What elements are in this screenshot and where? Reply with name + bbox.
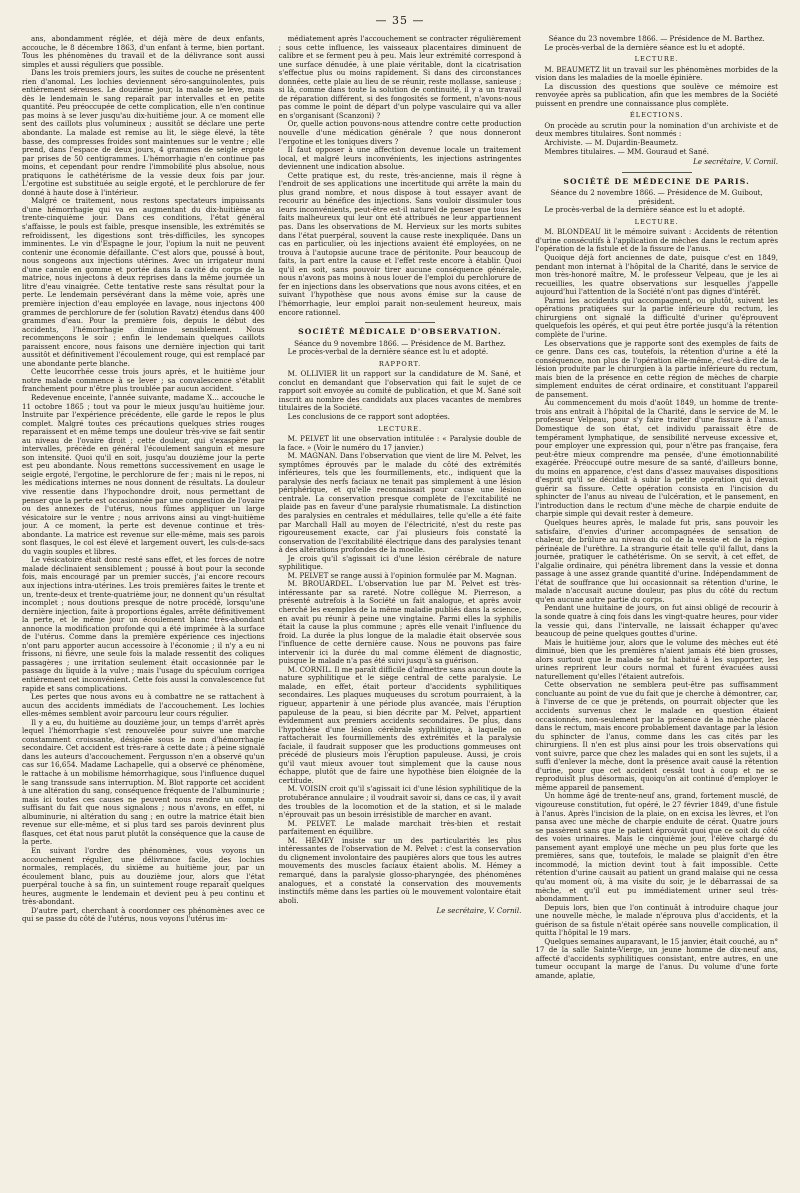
column-1 (22, 35, 265, 1185)
paragraph: Les observations que je rapporte sont des exemples de faits de ce genre. Dans ces cas, toutefois, la rétention d'urine a été la conséquence, non plus de l'opération elle-même, c'est-à-dire de la lésion produite par le chirurgien à la partie inférieure du rectum, mais bien de la présence en cette région de mèches de charpie simplement enduites de cérat ordinaire, et constituant l'appareil de pansement. (535, 338, 779, 399)
elections-heading: ÉLECTIONS. (629, 111, 684, 120)
paragraph: M. PELVET se range aussi à l'opinion formulée par M. Magnan. (287, 570, 517, 580)
paragraph: M. BLONDEAU lit le mémoire suivant : Accidents de rétention d'urine consécutifs à l'application de mèches dans le rectum après l'opération de la fistule et de la fissure de l'anus. (535, 227, 779, 254)
column-2 (279, 35, 522, 1185)
paragraph: M. VOISIN croit qu'il s'agissait ici d'une lésion syphilitique de la protubérance annulaire ; il voudrait savoir si, dans ce cas, il y avait des troubles de la locomotion et de la station, et si le malade n'éprouvait pas un besoin irrésistible de marcher en avant. (278, 784, 522, 820)
rapport-heading: RAPPORT. (378, 359, 422, 368)
paragraph: Mais le huitième jour, alors que le volume des mèches eut été diminué, bien que les premières n'aient jamais été bien grosses, alors surtout que le malade se fut habitué à les supporter, les urines reprirent leur cours normal et furent évacuées aussi naturellement qu'elles l'étaient autrefois. (535, 637, 779, 681)
paragraph: Dans les trois premiers jours, les suites de couche ne présentent rien d'anomal. Les lochies deviennent séro-sanguinolentes, puis entièrement séreuses. Le douzième jour, la malade se lève, mais dès le lendemain le sang reparaît par intervalles et en petite quantité. Peu préoccupée de cette complication, elle n'en continue pas moins à se lever jusqu'au dix-huitième jour. A ce moment elle sent des caillots plus volumineux ; aussitôt se déclare une perte abondante. La malade est remise au lit, le siège élevé, la tête basse, des compresses froides sont maintenues sur le ventre ; elle prend, dans l'espace de deux jours, 4 grammes de seigle ergoté par prises de 50 centigrammes. L'hémorrhagie n'en continue pas moins, et cependant pour rendre l'immobilité plus absolue, nous pratiquons le cathétérisme de la vessie deux fois par jour. L'ergotine est substituée au seigle ergoté, et le perchlorure de fer donné à haute dose à l'intérieur. (22, 68, 265, 197)
paragraph: Cette leucorrhée cesse trois jours après, et le huitième jour notre malade commence à se lever ; sa convalescence s'établit franchement pour n'être plus troublée par aucun accident. (22, 367, 265, 394)
paragraph: Parmi les accidents qui accompagnent, ou plutôt, suivent les opérations pratiquées sur la partie inférieure du rectum, les chirurgiens ont signalé la difficulté d'uriner qu'éprouvent quelquefois les opérés, et qui peut être portée jusqu'à la rétention complète de l'urine. (535, 295, 779, 339)
minutes-line: Le procès-verbal de la dernière séance est lu et adopté. (287, 347, 489, 357)
society-title: SOCIÉTÉ DE MÉDECINE DE PARIS. (563, 176, 751, 186)
paragraph: M. MAGNAN. Dans l'observation que vient de lire M. Pelvet, les symptômes éprouvés par le malade du côté des extrémités inférieures, tels que les fourmillements, etc., indiquent que la paralysie des nerfs faciaux ne tenait pas simplement à une lésion périphérique, et qu'elle reconnaissait pour cause une lésion centrale. La conservation presque complète de l'excitabilité ne plaide pas en faveur d'une paralysie rhumatismale. La distinction des paralysies en centrales et médullaires, telle qu'elle a été faite par Marchall Hall au moyen de l'électricité, n'est du reste pas rigoureusement exacte, car j'ai plusieurs fois constaté la conservation de l'excitabilité électrique dans des paralysies tenant à des altérations profondes de la moelle. (278, 451, 522, 555)
paragraph: Archiviste. — M. Dujardin-Beaumetz. (544, 138, 679, 148)
paragraph: Malgré ce traitement, nous restons spectateurs impuissants d'une hémorrhagie qui va en augmentant du dix-huitième au trente-cinquième jour. Dans ces conditions, l'état général s'affaisse, le pouls est faible, presque insensible, les extrémités se refroidissent, les digestions sont très-difficiles, les syncopes imminentes. Le vin d'Espagne le jour, l'opium la nuit ne peuvent contenir une économie défaillante. C'est alors que, poussé à bout, nous songeons aux injections utérines. Avec un irrigateur muni d'une canule en gomme et portée dans la cavité du corps de la matrice, nous injectons à deux reprises dans la même journée un litre d'eau vinaigrée. Cette tentative reste sans résultat pour la perte. Le lendemain persévérant dans la même voie, après une première injection d'eau employée en lavage, nous injectons 400 grammes de perchlorure de fer (solution Ravatz) étendus dans 400 grammes d'eau. Pour la première fois, depuis le début des accidents, l'hémorrhagie diminue sensiblement. Nous recommençons le soir ; enfin le lendemain quelques caillots paraissent encore, nous faisons une dernière injection qui tarit aussitôt et définitivement l'écoulement rouge, qui est remplacé par une abondante perte blanche. (22, 196, 265, 368)
meeting-line: Séance du 2 novembre 1866. — Présidence de M. Guibout, président. (550, 188, 763, 206)
paragraph: Quelques semaines auparavant, le 15 janvier, était couché, au n° 17 de la salle Sainte-Vierge, un jeune homme de dix-neuf ans, affecté d'accidents syphilitiques consistant, entre autres, en une tumeur occupant la marge de l'anus. Du volume d'une forte amande, aplatie, (535, 936, 779, 980)
paragraph: médiatement après l'accouchement se contracter régulièrement ; sous cette influence, les vaisseaux placentaires diminuent de calibre et se ferment peu à peu. Mais leur extrémité correspond à une surface dénudée, à une plaie véritable, dont la cicatrisation s'effectue plus ou moins rapidement. Si dans des circonstances données, cette plaie au lieu de se réunir, reste mollasse, sanieuse ; si là, comme dans toute la solution de continuité, il y a un travail de réparation différent, si des fongosités se forment, n'avons-nous pas comme le point de départ d'un polype vasculaire qui va aller en s'organisant (Scanzoni) ? (278, 35, 522, 120)
meeting-line: Séance du 9 novembre 1866. — Présidence de M. Barthez. (294, 338, 506, 348)
paragraph: Cette pratique est, du reste, très-ancienne, mais il règne à l'endroit de ses applications une incertitude qui arrête la main du plus grand nombre, et nous dispose à tout essayer avant de recourir au bénéfice des injections. Sans vouloir dissimuler tous leurs inconvénients, peut-être est-il naturel de penser que tous les faits malheureux qui leur ont été attribués ne leur appartiennent pas. Dans les observations de M. Hervieux sur les morts subites dans l'état puerpéral, souvent la cause reste inexpliquée. Dans un cas en particulier, où les injections avaient été employées, on ne trouva à l'autopsie aucune trace de péritonite. Pour beaucoup de faits, la part entre la cause et l'effet reste encore à établir. Quoi qu'il en soit, sans pouvoir tirer aucune conséquence générale, nous n'avons pas moins à nous louer de l'emploi du perchlorure de fer en injections dans les observations que nous avons citées, et en suivant l'hypothèse que nous avons émise sur la cause de l'hémorrhagie, leur emploi parait non-seulement heureux, mais encore rationnel. (278, 170, 522, 317)
paragraph: M. BROUARDEL. L'observation lue par M. Pelvet est très-intéressante par sa rareté. Notre collègue M. Pierreson, a présenté autrefois à la Société un fait analogue, et après avoir cherché les exemples de la même maladie publiés dans la science, en avait pu réunir à peine une vingtaine. Parmi elles la syphilis était la cause la plus commune ; après elle venait l'influence du froid. La durée la plus longue de la maladie était observée sous l'influence de cette dernière cause. Nous ne pouvons pas faire intervenir ici la durée du mal comme élément de diagnostic, puisque le malade n'a pas été suivi jusqu'à sa guérison. (278, 579, 522, 666)
paragraph: Il faut opposer à une affection devenue locale un traitement local, et malgré leurs inconvénients, les injections astringentes deviennent une indication absolue. (278, 145, 522, 172)
paragraph: M. OLLIVIER lit un rapport sur la candidature de M. Sané, et conclut en demandant que l'observation qui fait le sujet de ce rapport soit envoyée au comité de publication, et que M. Sané soit inscrit au nombre des candidats aux places vacantes de membres titulaires de la Société. (278, 369, 522, 413)
paragraph: Cette observation ne semblera peut-être pas suffisamment concluante au point de vue du fait que je cherche à démontrer, car, à l'inverse de ce que je prétends, on pourrait objecter que les accidents survenus chez le malade en question étaient occasionnés, non-seulement par la présence de la mèche placée dans le rectum, mais encore probablement davantage par la lésion du sphincter de l'anus, comme dans les cas cités par les chirurgiens. Il n'en est plus ainsi pour les trois observations qui vont suivre, parce que chez les malades qui en sont les sujets, il a suffi d'enlever la mèche, dont la présence avait causé la rétention d'urine, pour que cet accident cessât tout à coup et ne se reproduisît plus désormais, quoiqu'on ait continué d'employer le même appareil de pansement. (535, 680, 779, 792)
paragraph: M. BEAUMETZ lit un travail sur les phénomènes morbides de la vision dans les maladies de la moelle épinière. (535, 64, 779, 83)
lecture-heading: LECTURE. (634, 55, 679, 64)
meeting-line: Séance du 23 novembre 1866. — Présidence de M. Barthez. (548, 35, 765, 43)
paragraph: ans, abondamment réglée, et déjà mère de deux enfants, accouche, le 8 décembre 1863, d'un enfant à terme, bien portant. Tous les phénomènes du travail et de la délivrance sont aussi simples et aussi réguliers que possible. (22, 35, 265, 69)
minutes-line: Le procès-verbal de la dernière séance est lu et adopté. (544, 205, 745, 215)
paragraph: Redevenue enceinte, l'année suivante, madame X... accouche le 11 octobre 1865 ; tout va pour le mieux jusqu'au huitième jour. Instruite par l'expérience précédente, elle garde le repos le plus complet. Malgré toutes ces précautions quelques stries rouges reparaissent et en même temps une douleur très-vive se fait sentir au niveau de l'ovaire droit ; cette douleur, qui s'exaspère par intervalles, précède en général l'écoulement sanguin et mesure son intensité. Quoi qu'il en soit, jusqu'au douzième jour la perte est peu abondante. Nous remettons successivement en usage le seigle ergoté, l'ergotine, le perchlorure de fer ; mais ni le repos, ni les médications internes ne nous donnent de résultats. La douleur vive ressentie dans l'hypochondre droit, nous permettant de penser que la perte est occasionnée par une congestion de l'ovaire ou des annexes de l'utérus, nous fûmes appliquer un large vésicatoire sur le ventre ; nous arrivons ainsi au vingt-huitième jour. A ce moment, la perte est devenue continue et très-abondante. La matrice est revenue sur elle-même, mais ses parois sont flasques, le col est élevé et largement ouvert, les culs-de-sacs du vagin souples et libres. (22, 392, 265, 556)
paragraph: D'autre part, cherchant à coordonner ces phénomènes avec ce qui se passe du côté de l'utérus, nous voyons l'utérus im- (22, 905, 265, 924)
secretary-signature: Le secrétaire, V. Cornil. (693, 157, 779, 167)
paragraph: Je crois qu'il s'agissait ici d'une lésion cérébrale de nature syphilitique. (278, 553, 522, 572)
paragraph: Le vésicatoire était donc resté sans effet, et les forces de notre malade déclinaient sensiblement ; poussé à bout pour la seconde fois, mais encouragé par un premier succès, j'ai encore recours aux injections intra-utérines. Les trois premières faites le trente et un, trente-deux et trente-quatrième jour, ne donnent qu'un résultat incomplet ; nous doutions presque de notre procédé, lorsqu'une dernière injection, faite à proportions égales, arrête définitivement la perte, et le même jour un écoulement blanc très-abondant annonce la modification profonde qui a été imprimée à la surface de l'utérus. Comme dans la première expérience ces injections n'ont paru apporter aucun accessoire à l'économie ; il n'y a eu ni frissons, ni fièvre, une seule fois la malade ressentit des coliques passagères ; une irritation seulement était occasionnée par le passage du liquide à la vulve ; mais l'usage du spéculum corrigea entièrement cet inconvénient. Cette fois aussi la convalescence fut rapide et sans complications. (22, 555, 265, 693)
page-number: — 35 — (375, 14, 425, 27)
paragraph: Au commencement du mois d'août 1849, un homme de trente-trois ans entrait à l'hôpital de la Charité, dans le service de M. le professeur Velpeau, pour s'y faire traiter d'une fissure à l'anus. Domestique de son état, cet individu paraissait être de tempérament lymphatique, de sensibilité nerveuse excessive et, pour employer une expression qui, pour n'être pas française, fera peut-être mieux comprendre ma pensée, d'une émotionnabilité exagérée. Préoccupé outre mesure de sa santé, d'ailleurs bonne, du moins en apparence, c'est dans d'assez mauvaises dispositions d'esprit qu'il se décidait à subir la petite opération qui devait guérir sa fissure. Cette opération consista en l'incision du sphincter de l'anus au niveau de l'ulcération, et le pansement, en l'introduction dans le rectum d'une mèche de charpie enduite de charpie simple qui devait rester à demeure. (535, 398, 779, 519)
paragraph: Depuis lors, bien que l'on continuât à introduire chaque jour une nouvelle mèche, le malade n'éprouva plus d'accidents, et la guérison de sa fistule n'était opérée sans nouvelle complication, il quitta l'hôpital le 19 mars. (535, 902, 779, 938)
paragraph: Membres titulaires. — MM. Gouraud et Sané. (544, 146, 709, 156)
paragraph: On procède au scrutin pour la nomination d'un archiviste et de deux membres titulaires. Sont nommés : (535, 120, 779, 139)
paragraph: Quelques heures après, le malade fut pris, sans pouvoir les satisfaire, d'envies d'uriner accompagnées de sensation de chaleur, de brûlure au niveau du col de la vessie et de la région périnéale de l'urèthre. La strangurie était telle qu'il fallut, dans la journée, pratiquer le cathétérisme. On se servit, à cet effet, de l'algalie ordinaire, qui pénétra librement dans la vessie et donna passage à une assez grande quantité d'urine. Indépendamment de l'état de souffrance que lui occasionnait sa rétention d'urine, le malade n'accusait aucune douleur, pas plus du côté du rectum qu'en aucune autre partie du corps. (535, 517, 779, 604)
paragraph: Quoique déjà fort anciennes de date, puisque c'est en 1849, pendant mon internat à l'hôpital de la Charité, dans le service de mon très-honoré maître, M. le professeur Velpeau, que je les ai recueillies, les quatre observations sur lesquelles j'appelle aujourd'hui l'attention de la Société n'ont pas dignes d'intérêt. (535, 253, 779, 297)
section-divider (365, 322, 435, 323)
paragraph: M. PELVET. Le malade marchait très-bien et restait parfaitement en équilibre. (278, 818, 522, 837)
paragraph: M. CORNIL. Il me paraît difficile d'admettre sans aucun doute la nature syphilitique et le siège central de cette paralysie. Le malade, en effet, était porteur d'accidents syphilitiques secondaires. Les plaques muqueuses du scrotum pourraient, à la rigueur, appartenir à une période plus avancée, mais l'éruption papuleuse de la peau, si bien décrite par M. Pelvet, appartient évidemment aux premiers accidents secondaires. De plus, dans l'hypothèse d'une lésion cérébrale syphilitique, à laquelle on rattacherait les fourmillements des extrémités et la paralysie faciale, il faudrait supposer que les productions gommeuses ont précédé de plusieurs mois l'éruption papuleuse. Aussi, je crois qu'il vaut mieux avouer tout simplement que la cause nous échappe, plutôt que de faire une hypothèse bien éloignée de la certitude. (278, 664, 522, 785)
paragraph: En suivant l'ordre des phénomènes, vous voyons un accouchement régulier, une délivrance facile, des lochies normales, remplacés, du sixième au huitième jour, par un écoulement blanc, puis au douzième jour, alors que l'état puerpéral touche à sa fin, un suintement rouge reparaît quelques heures, augmente le lendemain et devient peu à peu continu et très-abondant. (22, 845, 265, 907)
paragraph: M. HÉMEY insiste sur un des particularités les plus intéressantes de l'observation de M. Pelvet : c'est la conservation du clignement involontaire des paupières alors que tous les autres mouvements des muscles faciaux étaient abolis. M. Hémey a remarqué, dans la paralysie glosso-pharyngée, des phénomènes analogues, et a constaté la conservation des mouvements instinctifs même dans les parties où le mouvement volontaire était aboli. (278, 835, 522, 905)
text-columns (22, 35, 778, 1185)
society-title: SOCIÉTÉ MÉDICALE D'OBSERVATION. (298, 327, 502, 337)
secretary-signature: Le secrétaire, V. Cornil. (436, 906, 522, 916)
paragraph: La discussion des questions que soulève ce mémoire est renvoyée après sa publication, afin que les membres de la Société puissent en prendre une connaissance plus complète. (535, 81, 779, 108)
section-divider (622, 172, 692, 173)
paragraph: Pendant une huitaine de jours, on fut ainsi obligé de recourir à la sonde quatre à cinq fois dans les vingt-quatre heures, pour vider la vessie qui, dans l'intervalle, ne laissait échapper qu'avec beaucoup de peine quelques gouttes d'urine. (535, 603, 779, 639)
paragraph: M. PELVET lit une observation intitulée : « Paralysie double de la face. » (Voir le numéro du 17 janvier.) (278, 434, 522, 452)
paragraph: Les conclusions de ce rapport sont adoptées. (287, 411, 450, 421)
paragraph: Il y a eu, du huitième au douzième jour, un temps d'arrêt après lequel l'hémorrhagie s'est renouvelée pour suivre une marche constamment croissante, désignée sous le nom d'hémorrhagie secondaire. Cet accident est très-rare à cette date ; à peine signalé dans les auteurs d'accouchement. Fergusson n'en a observé qu'un cas sur 16,654. Madame Lachapelle, qui a observé ce phénomène, le rattache à un mobilisme hémorrhagique, sous l'influence duquel le sang transsude sans interruption. M. Blot rapporte cet accident à une altération du sang, conséquence fréquente de l'albuminurie ; mais ici toutes ces causes ne peuvent nous rendre un compte suffisant du fait que nous signalons ; nous n'avons, en effet, ni albuminurie, ni altération du sang ; en outre la matrice était bien revenue sur elle-même, et si plus tard ses parois devinrent plus flasques, cet état nous parut plutôt la conséquence que la cause de la perte. (22, 717, 265, 847)
lecture-heading: LECTURE. (377, 424, 423, 433)
minutes-line: Le procès-verbal de la dernière séance est lu et adopté. (544, 42, 745, 52)
lecture-heading: LECTURE. (634, 217, 679, 226)
paragraph: Or, quelle action pouvons-nous attendre contre cette production nouvelle d'une médication générale ? que nous donneront l'ergotine et les toniques divers ? (278, 119, 522, 146)
column-3 (535, 35, 778, 1185)
paragraph: Un homme âgé de trente-neuf ans, grand, fortement musclé, de vigoureuse constitution, fut opéré, le 27 février 1849, d'une fistule à l'anus. Après l'incision de la plaie, on en excisa les lèvres, et l'on pansa avec une mèche de charpie enduite de cérat. Quatre jours se passèrent sans que le patient éprouvât quoi que ce soit du côté des voies urinaires. Mais le cinquième jour, l'élève chargé du pansement ayant employé une mèche un peu plus forte que les premières, sans que, toutefois, le malade se plaignît d'en être incommodé, la miction devint tout à fait impossible. Cette rétention d'urine causait au patient un grand malaise qui ne cessa qu'au moment où, à ma visite du soir, je le débarrassai de sa mèche, et qu'il eut pu immédiatement uriner seul très-abondamment. (535, 791, 779, 904)
paragraph: Les pertes que nous avons eu à combattre ne se rattachent à aucun des accidents immédiats de l'accouchement. Les lochies elles-mêmes semblent avoir parcouru leur cours régulier. (22, 692, 265, 719)
